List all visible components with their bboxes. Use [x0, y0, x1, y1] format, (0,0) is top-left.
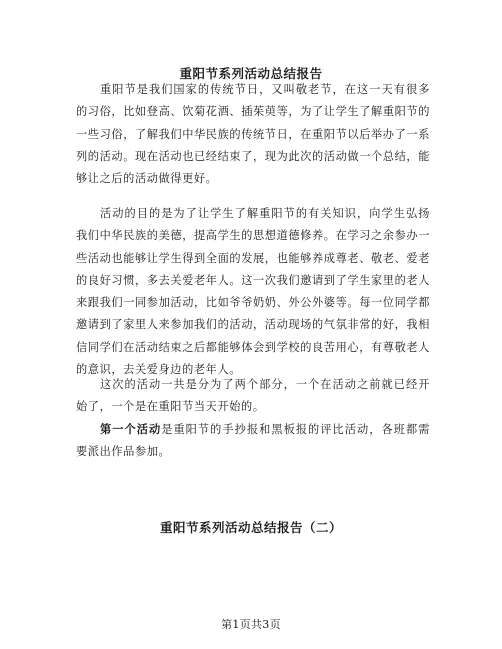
- paragraph-1: 重阳节是我们国家的传统节日，又叫敬老节，在这一天有很多的习俗，比如登高、饮菊花酒、插茱萸等，为了让学生了解重阳节的一些习俗，了解我们中华民族的传统节日，在重阳节以后举办了一系列的活动。现在活动也已经结束了，现为此次的活动做一个总结，能够让之后的活动做得更好。: [76, 83, 430, 186]
- paragraph-3: 这次的活动一共是分为了两个部分，一个在活动之前就已经开始了，一个是在重阳节当天开始的。: [76, 378, 430, 414]
- paragraph-4: [76, 419, 430, 464]
- paragraph-2: 活动的目的是为了让学生了解重阳节的有关知识，向学生弘扬我们中华民族的美德，提高学生的思想道德修养。在学习之余参办一些活动也能够让学生得到全面的发展，也能够养成尊老、敬老、爱老的良好习惯，多去关爱老年人。这一次我们邀请到了学生家里的老人来跟我们一同参加活动，比如爷爷奶奶、外公外婆等。每一位同学都邀请到了家里人来参加我们的活动，活动现场的气氛非常的好，我相信同学们在活动结束之后都能够体会到学校的良苦用心，有尊敬老人的意识，去关爱身边的老年人。: [76, 207, 430, 377]
- page-indicator: 第1页共3页: [221, 618, 281, 631]
- paragraph-4-rest: 是重阳节的手抄报和黑板报的评比活动，各班都需要派出作品参加。: [76, 423, 430, 459]
- document-title: 重阳节系列活动总结报告: [179, 66, 323, 81]
- paragraph-4-lead: 第一个活动: [100, 423, 162, 436]
- section-title-2: 重阳节系列活动总结报告（二）: [159, 520, 342, 535]
